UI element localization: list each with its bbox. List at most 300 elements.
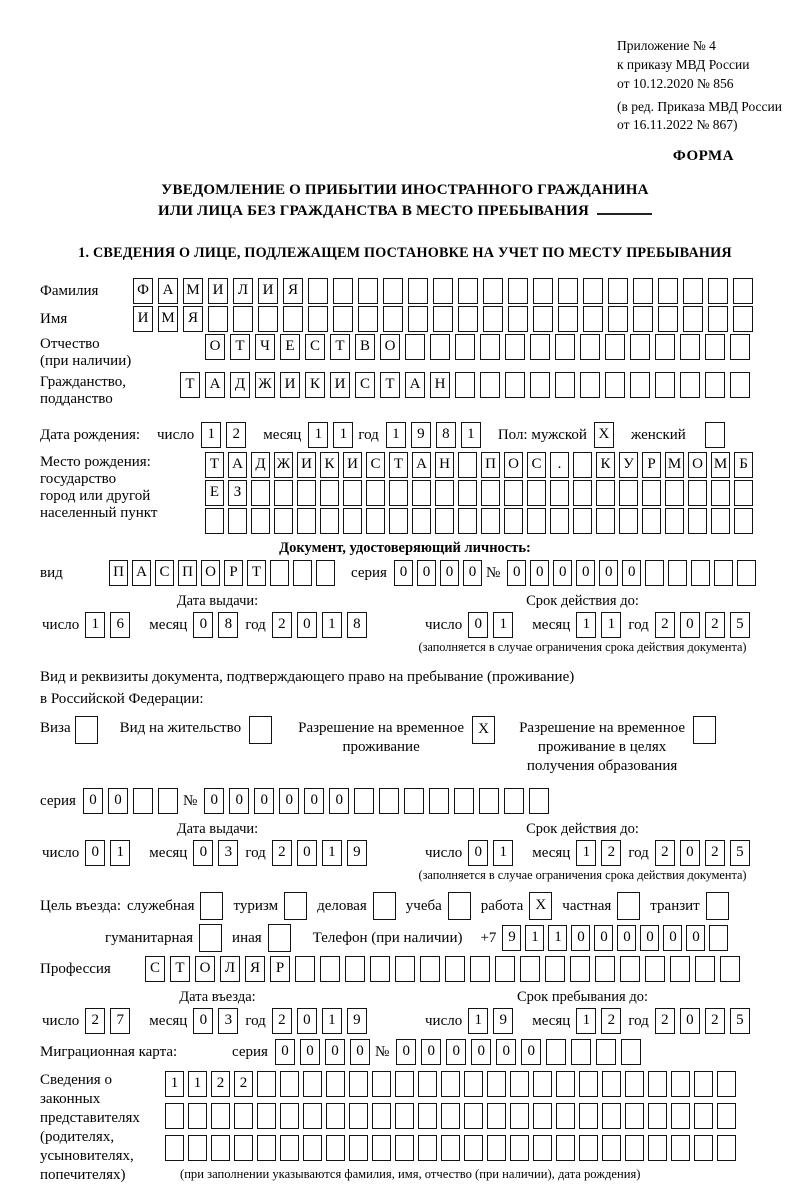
char-box[interactable]	[320, 480, 339, 506]
char-box[interactable]: 1	[110, 840, 130, 866]
char-box[interactable]: 0	[594, 925, 613, 951]
char-box[interactable]	[274, 508, 293, 534]
char-box[interactable]: И	[343, 452, 362, 478]
char-box[interactable]	[665, 508, 684, 534]
char-box[interactable]	[333, 278, 353, 304]
char-box[interactable]	[343, 508, 362, 534]
char-box[interactable]	[326, 1071, 345, 1097]
char-box[interactable]: Р	[224, 560, 243, 586]
char-box[interactable]	[602, 1103, 621, 1129]
char-box[interactable]: 8	[436, 422, 456, 448]
char-box[interactable]	[274, 480, 293, 506]
char-box[interactable]: И	[133, 306, 153, 332]
char-box[interactable]: 1	[322, 612, 342, 638]
char-box[interactable]	[297, 480, 316, 506]
char-box[interactable]: 0	[85, 840, 105, 866]
temp-permit-checkbox[interactable]: X	[472, 716, 495, 744]
char-box[interactable]: 1	[333, 422, 353, 448]
char-box[interactable]: 3	[218, 840, 238, 866]
char-box[interactable]	[608, 278, 628, 304]
char-box[interactable]: Ж	[255, 372, 275, 398]
char-box[interactable]	[571, 1039, 591, 1065]
char-box[interactable]	[527, 508, 546, 534]
char-box[interactable]	[326, 1135, 345, 1161]
char-box[interactable]	[711, 480, 730, 506]
char-box[interactable]: 9	[347, 840, 367, 866]
char-box[interactable]: 0	[680, 840, 700, 866]
char-box[interactable]: А	[405, 372, 425, 398]
char-box[interactable]	[580, 334, 600, 360]
char-box[interactable]: 0	[297, 612, 317, 638]
char-box[interactable]	[579, 1135, 598, 1161]
char-box[interactable]: 0	[468, 612, 488, 638]
char-box[interactable]	[316, 560, 335, 586]
char-box[interactable]	[358, 306, 378, 332]
char-box[interactable]	[165, 1135, 184, 1161]
char-box[interactable]: Д	[230, 372, 250, 398]
char-box[interactable]: 0	[204, 788, 224, 814]
char-box[interactable]: Т	[247, 560, 266, 586]
char-box[interactable]	[733, 278, 753, 304]
char-box[interactable]	[605, 372, 625, 398]
char-box[interactable]	[558, 278, 578, 304]
char-box[interactable]	[429, 788, 449, 814]
char-box[interactable]	[730, 372, 750, 398]
char-box[interactable]	[708, 278, 728, 304]
char-box[interactable]: И	[208, 278, 228, 304]
char-box[interactable]	[579, 1103, 598, 1129]
char-box[interactable]	[464, 1135, 483, 1161]
char-box[interactable]: 0	[325, 1039, 345, 1065]
char-box[interactable]: 2	[85, 1008, 105, 1034]
char-box[interactable]	[546, 1039, 566, 1065]
char-box[interactable]: 5	[730, 840, 750, 866]
char-box[interactable]: С	[366, 452, 385, 478]
char-box[interactable]: 2	[601, 840, 621, 866]
char-box[interactable]: 0	[254, 788, 274, 814]
char-box[interactable]: 0	[350, 1039, 370, 1065]
char-box[interactable]	[504, 508, 523, 534]
char-box[interactable]	[625, 1103, 644, 1129]
purpose-study-checkbox[interactable]	[448, 892, 471, 920]
char-box[interactable]	[441, 1103, 460, 1129]
char-box[interactable]: Р	[270, 956, 290, 982]
char-box[interactable]: П	[481, 452, 500, 478]
char-box[interactable]: К	[320, 452, 339, 478]
char-box[interactable]	[642, 508, 661, 534]
char-box[interactable]	[694, 1135, 713, 1161]
char-box[interactable]	[208, 306, 228, 332]
purpose-work-checkbox[interactable]: X	[529, 892, 552, 920]
char-box[interactable]	[412, 480, 431, 506]
char-box[interactable]: 0	[396, 1039, 416, 1065]
char-box[interactable]	[510, 1071, 529, 1097]
char-box[interactable]: 1	[601, 612, 621, 638]
char-box[interactable]	[705, 372, 725, 398]
char-box[interactable]	[633, 306, 653, 332]
char-box[interactable]: Я	[283, 278, 303, 304]
char-box[interactable]: А	[228, 452, 247, 478]
char-box[interactable]	[455, 334, 475, 360]
char-box[interactable]: 0	[193, 1008, 213, 1034]
char-box[interactable]: 2	[234, 1071, 253, 1097]
char-box[interactable]	[711, 508, 730, 534]
char-box[interactable]	[383, 278, 403, 304]
char-box[interactable]	[583, 278, 603, 304]
char-box[interactable]	[621, 1039, 641, 1065]
char-box[interactable]	[648, 1135, 667, 1161]
char-box[interactable]: 9	[347, 1008, 367, 1034]
char-box[interactable]	[573, 508, 592, 534]
char-box[interactable]: 0	[108, 788, 128, 814]
char-box[interactable]	[370, 956, 390, 982]
char-box[interactable]	[320, 956, 340, 982]
char-box[interactable]: 1	[493, 612, 513, 638]
char-box[interactable]	[708, 306, 728, 332]
char-box[interactable]: Ф	[133, 278, 153, 304]
char-box[interactable]: 0	[440, 560, 459, 586]
residence-checkbox[interactable]	[249, 716, 272, 744]
char-box[interactable]	[280, 1071, 299, 1097]
char-box[interactable]	[550, 480, 569, 506]
char-box[interactable]: К	[305, 372, 325, 398]
char-box[interactable]: 0	[300, 1039, 320, 1065]
char-box[interactable]: 2	[272, 840, 292, 866]
char-box[interactable]: У	[619, 452, 638, 478]
char-box[interactable]: Т	[389, 452, 408, 478]
char-box[interactable]	[211, 1135, 230, 1161]
char-box[interactable]	[372, 1135, 391, 1161]
char-box[interactable]: 5	[730, 1008, 750, 1034]
char-box[interactable]	[709, 925, 728, 951]
char-box[interactable]: 1	[576, 1008, 596, 1034]
char-box[interactable]: М	[711, 452, 730, 478]
char-box[interactable]	[579, 1071, 598, 1097]
char-box[interactable]	[389, 508, 408, 534]
char-box[interactable]	[505, 372, 525, 398]
char-box[interactable]	[648, 1071, 667, 1097]
char-box[interactable]	[596, 1039, 616, 1065]
char-box[interactable]	[510, 1103, 529, 1129]
char-box[interactable]: 9	[502, 925, 521, 951]
char-box[interactable]	[717, 1103, 736, 1129]
char-box[interactable]: 0	[471, 1039, 491, 1065]
char-box[interactable]: 0	[446, 1039, 466, 1065]
char-box[interactable]: 2	[705, 840, 725, 866]
char-box[interactable]	[283, 306, 303, 332]
char-box[interactable]	[280, 1103, 299, 1129]
char-box[interactable]	[303, 1103, 322, 1129]
char-box[interactable]	[358, 278, 378, 304]
char-box[interactable]: 0	[571, 925, 590, 951]
char-box[interactable]: 0	[496, 1039, 516, 1065]
char-box[interactable]: 0	[530, 560, 549, 586]
char-box[interactable]	[295, 956, 315, 982]
char-box[interactable]	[556, 1135, 575, 1161]
char-box[interactable]	[527, 480, 546, 506]
char-box[interactable]: Д	[251, 452, 270, 478]
purpose-tourism-checkbox[interactable]	[284, 892, 307, 920]
char-box[interactable]: 0	[576, 560, 595, 586]
char-box[interactable]	[555, 372, 575, 398]
char-box[interactable]	[205, 508, 224, 534]
char-box[interactable]	[596, 508, 615, 534]
char-box[interactable]	[508, 278, 528, 304]
char-box[interactable]: Е	[280, 334, 300, 360]
char-box[interactable]: Н	[435, 452, 454, 478]
char-box[interactable]: О	[688, 452, 707, 478]
char-box[interactable]: О	[504, 452, 523, 478]
char-box[interactable]: А	[132, 560, 151, 586]
char-box[interactable]: 0	[617, 925, 636, 951]
char-box[interactable]	[596, 480, 615, 506]
char-box[interactable]: Ж	[274, 452, 293, 478]
char-box[interactable]	[320, 508, 339, 534]
char-box[interactable]	[633, 278, 653, 304]
char-box[interactable]	[441, 1135, 460, 1161]
char-box[interactable]: 0	[329, 788, 349, 814]
char-box[interactable]: 1	[548, 925, 567, 951]
char-box[interactable]: П	[109, 560, 128, 586]
char-box[interactable]	[303, 1135, 322, 1161]
char-box[interactable]	[717, 1135, 736, 1161]
char-box[interactable]: 1	[461, 422, 481, 448]
char-box[interactable]: 0	[680, 1008, 700, 1034]
char-box[interactable]	[480, 334, 500, 360]
char-box[interactable]	[433, 306, 453, 332]
char-box[interactable]: 1	[201, 422, 221, 448]
char-box[interactable]	[505, 334, 525, 360]
char-box[interactable]	[720, 956, 740, 982]
char-box[interactable]	[234, 1135, 253, 1161]
char-box[interactable]	[645, 560, 664, 586]
char-box[interactable]	[573, 480, 592, 506]
char-box[interactable]: М	[183, 278, 203, 304]
char-box[interactable]	[556, 1103, 575, 1129]
char-box[interactable]: 0	[279, 788, 299, 814]
char-box[interactable]: 9	[411, 422, 431, 448]
char-box[interactable]	[366, 480, 385, 506]
char-box[interactable]	[483, 306, 503, 332]
char-box[interactable]	[558, 306, 578, 332]
char-box[interactable]	[412, 508, 431, 534]
char-box[interactable]: 6	[110, 612, 130, 638]
char-box[interactable]	[648, 1103, 667, 1129]
char-box[interactable]	[405, 334, 425, 360]
char-box[interactable]	[602, 1135, 621, 1161]
char-box[interactable]	[458, 452, 477, 478]
char-box[interactable]: Т	[230, 334, 250, 360]
char-box[interactable]	[389, 480, 408, 506]
char-box[interactable]	[510, 1135, 529, 1161]
char-box[interactable]: И	[280, 372, 300, 398]
char-box[interactable]: 1	[85, 612, 105, 638]
char-box[interactable]: 2	[272, 612, 292, 638]
char-box[interactable]: А	[412, 452, 431, 478]
char-box[interactable]	[520, 956, 540, 982]
char-box[interactable]: 0	[640, 925, 659, 951]
char-box[interactable]: С	[155, 560, 174, 586]
char-box[interactable]: 1	[188, 1071, 207, 1097]
char-box[interactable]	[133, 788, 153, 814]
char-box[interactable]: 1	[525, 925, 544, 951]
char-box[interactable]: М	[665, 452, 684, 478]
char-box[interactable]: 2	[705, 612, 725, 638]
purpose-other-checkbox[interactable]	[268, 924, 291, 952]
char-box[interactable]	[430, 334, 450, 360]
char-box[interactable]: 1	[386, 422, 406, 448]
char-box[interactable]: 2	[655, 840, 675, 866]
char-box[interactable]	[570, 956, 590, 982]
char-box[interactable]: Ч	[255, 334, 275, 360]
char-box[interactable]: 0	[417, 560, 436, 586]
char-box[interactable]	[645, 956, 665, 982]
char-box[interactable]	[691, 560, 710, 586]
char-box[interactable]: В	[355, 334, 375, 360]
char-box[interactable]	[665, 480, 684, 506]
char-box[interactable]: Л	[220, 956, 240, 982]
char-box[interactable]: 0	[304, 788, 324, 814]
char-box[interactable]: Б	[734, 452, 753, 478]
char-box[interactable]: 1	[576, 840, 596, 866]
char-box[interactable]	[671, 1135, 690, 1161]
char-box[interactable]: 1	[308, 422, 328, 448]
char-box[interactable]	[619, 508, 638, 534]
char-box[interactable]: Л	[233, 278, 253, 304]
char-box[interactable]	[545, 956, 565, 982]
char-box[interactable]	[293, 560, 312, 586]
char-box[interactable]: 0	[686, 925, 705, 951]
char-box[interactable]	[366, 508, 385, 534]
char-box[interactable]: 2	[655, 612, 675, 638]
char-box[interactable]	[683, 306, 703, 332]
char-box[interactable]: Е	[205, 480, 224, 506]
char-box[interactable]	[533, 1135, 552, 1161]
char-box[interactable]	[464, 1103, 483, 1129]
char-box[interactable]	[445, 956, 465, 982]
char-box[interactable]	[487, 1071, 506, 1097]
char-box[interactable]	[605, 334, 625, 360]
char-box[interactable]: Н	[430, 372, 450, 398]
char-box[interactable]	[379, 788, 399, 814]
char-box[interactable]	[395, 1103, 414, 1129]
char-box[interactable]	[658, 306, 678, 332]
char-box[interactable]	[257, 1135, 276, 1161]
char-box[interactable]	[408, 306, 428, 332]
char-box[interactable]	[694, 1071, 713, 1097]
char-box[interactable]	[158, 788, 178, 814]
char-box[interactable]: 2	[211, 1071, 230, 1097]
char-box[interactable]: 2	[655, 1008, 675, 1034]
char-box[interactable]: 0	[193, 612, 213, 638]
char-box[interactable]	[372, 1071, 391, 1097]
char-box[interactable]	[717, 1071, 736, 1097]
char-box[interactable]: 7	[110, 1008, 130, 1034]
char-box[interactable]	[395, 1071, 414, 1097]
char-box[interactable]	[308, 306, 328, 332]
char-box[interactable]: П	[178, 560, 197, 586]
char-box[interactable]: С	[527, 452, 546, 478]
char-box[interactable]: 5	[730, 612, 750, 638]
char-box[interactable]	[550, 508, 569, 534]
char-box[interactable]: 0	[83, 788, 103, 814]
char-box[interactable]	[280, 1135, 299, 1161]
char-box[interactable]	[658, 278, 678, 304]
purpose-business-checkbox[interactable]	[373, 892, 396, 920]
char-box[interactable]	[303, 1071, 322, 1097]
char-box[interactable]: К	[596, 452, 615, 478]
char-box[interactable]: И	[330, 372, 350, 398]
char-box[interactable]	[608, 306, 628, 332]
char-box[interactable]: Р	[642, 452, 661, 478]
char-box[interactable]: 0	[468, 840, 488, 866]
char-box[interactable]	[695, 956, 715, 982]
char-box[interactable]	[670, 956, 690, 982]
char-box[interactable]	[625, 1135, 644, 1161]
char-box[interactable]: 1	[468, 1008, 488, 1034]
char-box[interactable]	[530, 372, 550, 398]
char-box[interactable]	[734, 480, 753, 506]
char-box[interactable]	[233, 306, 253, 332]
char-box[interactable]: С	[305, 334, 325, 360]
char-box[interactable]	[481, 480, 500, 506]
char-box[interactable]	[487, 1135, 506, 1161]
char-box[interactable]	[583, 306, 603, 332]
char-box[interactable]	[668, 560, 687, 586]
char-box[interactable]	[251, 480, 270, 506]
char-box[interactable]: 0	[622, 560, 641, 586]
char-box[interactable]	[694, 1103, 713, 1129]
char-box[interactable]: М	[158, 306, 178, 332]
char-box[interactable]	[655, 372, 675, 398]
char-box[interactable]	[418, 1071, 437, 1097]
char-box[interactable]: Т	[380, 372, 400, 398]
char-box[interactable]	[688, 480, 707, 506]
char-box[interactable]	[211, 1103, 230, 1129]
char-box[interactable]	[595, 956, 615, 982]
purpose-private-checkbox[interactable]	[617, 892, 640, 920]
char-box[interactable]	[454, 788, 474, 814]
char-box[interactable]: А	[205, 372, 225, 398]
char-box[interactable]	[326, 1103, 345, 1129]
char-box[interactable]: О	[201, 560, 220, 586]
char-box[interactable]: Т	[170, 956, 190, 982]
char-box[interactable]: Т	[180, 372, 200, 398]
char-box[interactable]	[458, 306, 478, 332]
char-box[interactable]	[671, 1071, 690, 1097]
char-box[interactable]: С	[145, 956, 165, 982]
char-box[interactable]: 3	[218, 1008, 238, 1034]
char-box[interactable]	[458, 508, 477, 534]
purpose-transit-checkbox[interactable]	[706, 892, 729, 920]
char-box[interactable]: 0	[680, 612, 700, 638]
char-box[interactable]	[533, 1103, 552, 1129]
sex-male-checkbox[interactable]: X	[594, 422, 614, 448]
char-box[interactable]	[620, 956, 640, 982]
char-box[interactable]	[734, 508, 753, 534]
char-box[interactable]: И	[258, 278, 278, 304]
char-box[interactable]	[714, 560, 733, 586]
char-box[interactable]	[408, 278, 428, 304]
char-box[interactable]	[354, 788, 374, 814]
char-box[interactable]: Т	[330, 334, 350, 360]
char-box[interactable]	[737, 560, 756, 586]
char-box[interactable]	[580, 372, 600, 398]
char-box[interactable]	[630, 334, 650, 360]
char-box[interactable]	[458, 480, 477, 506]
char-box[interactable]: 0	[297, 840, 317, 866]
char-box[interactable]	[433, 278, 453, 304]
